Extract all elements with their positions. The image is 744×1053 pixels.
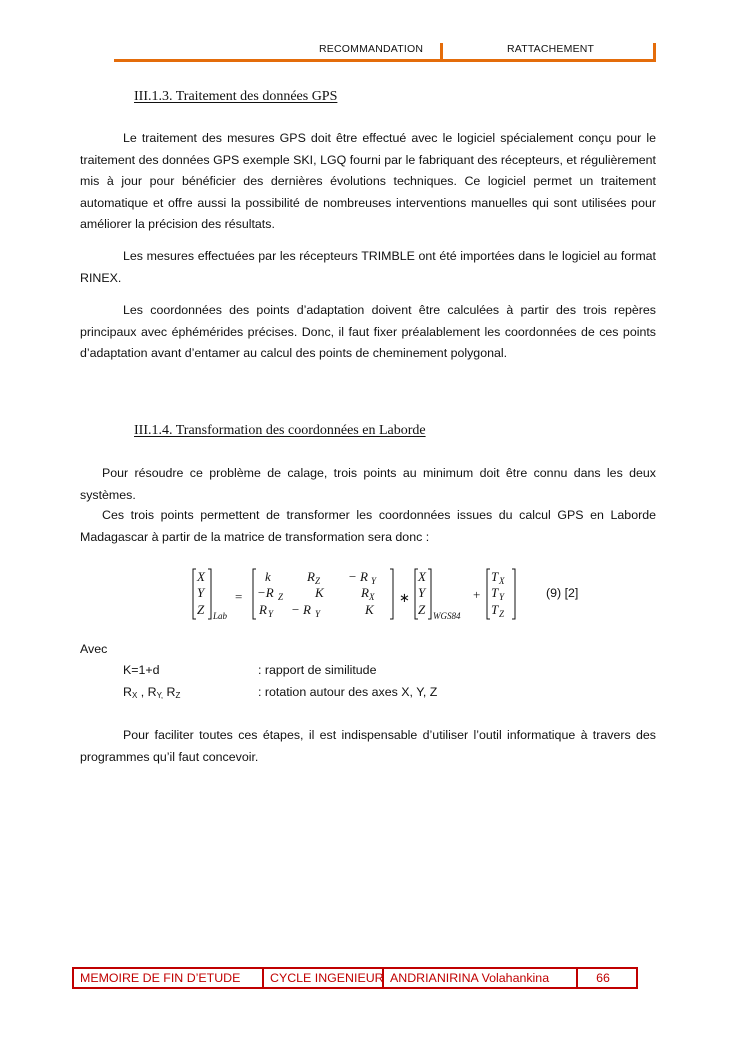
header-recommandation: RECOMMANDATION <box>319 43 424 55</box>
equals-sign: = <box>235 589 243 604</box>
avec-label: Avec <box>80 642 108 656</box>
header-rule <box>114 59 656 62</box>
header-rattachement: RATTACHEMENT <box>507 43 595 55</box>
lhs-x: X <box>197 569 205 584</box>
trans-tx: T <box>491 569 499 584</box>
paragraph-matrice: Ces trois points permettent de transformer les coordonnées issues du calcul GPS en Laborde Madagascar à partir de la matrice de transformation sera donc : <box>80 508 656 544</box>
definition-r-desc: : rotation autour des axes X, Y, Z <box>258 685 438 699</box>
lhs-bracket-right <box>208 569 211 619</box>
m21: −R <box>257 585 274 600</box>
m13-sub: Y <box>371 576 377 586</box>
vec-sub: WGS84 <box>433 611 461 621</box>
definition-k <box>123 663 377 677</box>
paragraph-conclusion: Pour faciliter toutes ces étapes, il est indispensable d’utiliser l’outil informatique à travers des programmes qu’il faut concevoir. <box>80 728 656 764</box>
m31: R <box>259 602 267 617</box>
section-title-transformation: III.1.4. Transformation des coordonnées en Laborde <box>134 423 426 438</box>
paragraph-coordonnees: Les coordonnées des points d’adaptation doivent être calculées à partir des trois repères principaux avec éphémérides précises. Donc, il faut fixer préalablement les coordonnées de ces points d’adaptation avant d’entamer au calcul des points de cheminement polygonal. <box>80 303 656 360</box>
trans-tz: T <box>491 602 499 617</box>
section-title-traitement: III.1.3. Traitement des données GPS <box>134 89 338 104</box>
equation-reference: (9) [2] <box>546 586 579 600</box>
m23: R <box>361 585 369 600</box>
lhs-sub: Lab <box>213 611 228 621</box>
transformation-equation <box>190 566 610 624</box>
trans-tz-sub: Z <box>499 609 505 619</box>
lhs-bracket-left <box>193 569 196 619</box>
m21-sub: Z <box>278 592 284 602</box>
definition-r <box>123 685 438 700</box>
trans-bracket-right <box>512 569 515 619</box>
footer-memoire: MEMOIRE DE FIN D’ETUDE <box>74 969 264 987</box>
m22: K <box>315 585 324 600</box>
m23-sub: X <box>369 592 375 602</box>
paragraph-traitement: Le traitement des mesures GPS doit être effectué avec le logiciel spécialement conçu pour le traitement des données GPS exemple SKI, LGQ fourni par le fabriquant des récepteurs, et régulièrement mis à jour pour bénéficier des dernières évolutions techniques. Ce logiciel permet un traitement automatique et offre aussi la possibilité de nombreuses interventions manuelles qui sont utilisées pour améliorer la précision des résultats. <box>80 131 656 231</box>
paragraph-mesures: Les mesures effectuées par les récepteurs TRIMBLE ont été importées dans le logiciel au format RINEX. <box>80 249 656 285</box>
definition-r-term: RX , RY, RZ <box>123 685 181 700</box>
footer-cycle: CYCLE INGENIEUR <box>264 969 384 987</box>
definition-k-term: K=1+d <box>123 663 160 677</box>
matrix-bracket-left <box>253 569 256 619</box>
matrix-bracket-right <box>390 569 393 619</box>
m13: − R <box>348 569 368 584</box>
lhs-y: Y <box>197 585 205 600</box>
m32-sub: Y <box>315 609 321 619</box>
m11: k <box>265 569 271 584</box>
page-header <box>114 42 656 62</box>
times-sign: ∗ <box>399 590 410 605</box>
trans-ty: T <box>491 585 499 600</box>
vec-bracket-right <box>428 569 431 619</box>
footer-author: ANDRIANIRINA Volahankina <box>384 969 578 987</box>
definition-k-desc: : rapport de similitude <box>258 663 377 677</box>
m12: R <box>307 569 315 584</box>
m31-sub: Y <box>268 609 274 619</box>
lhs-z: Z <box>197 602 205 617</box>
vec-x: X <box>418 569 426 584</box>
vec-y: Y <box>418 585 426 600</box>
m32: − R <box>291 602 311 617</box>
paragraph-calage: Pour résoudre ce problème de calage, trois points au minimum doit être connu dans les deux systèmes. <box>80 466 656 502</box>
trans-ty-sub: Y <box>499 592 505 602</box>
trans-bracket-left <box>487 569 490 619</box>
footer-page-number: 66 <box>596 971 610 985</box>
m33: K <box>365 602 374 617</box>
m12-sub: Z <box>315 576 321 586</box>
plus-sign: + <box>473 587 481 602</box>
trans-tx-sub: X <box>499 576 505 586</box>
page-footer <box>72 967 638 989</box>
vec-z: Z <box>418 602 426 617</box>
